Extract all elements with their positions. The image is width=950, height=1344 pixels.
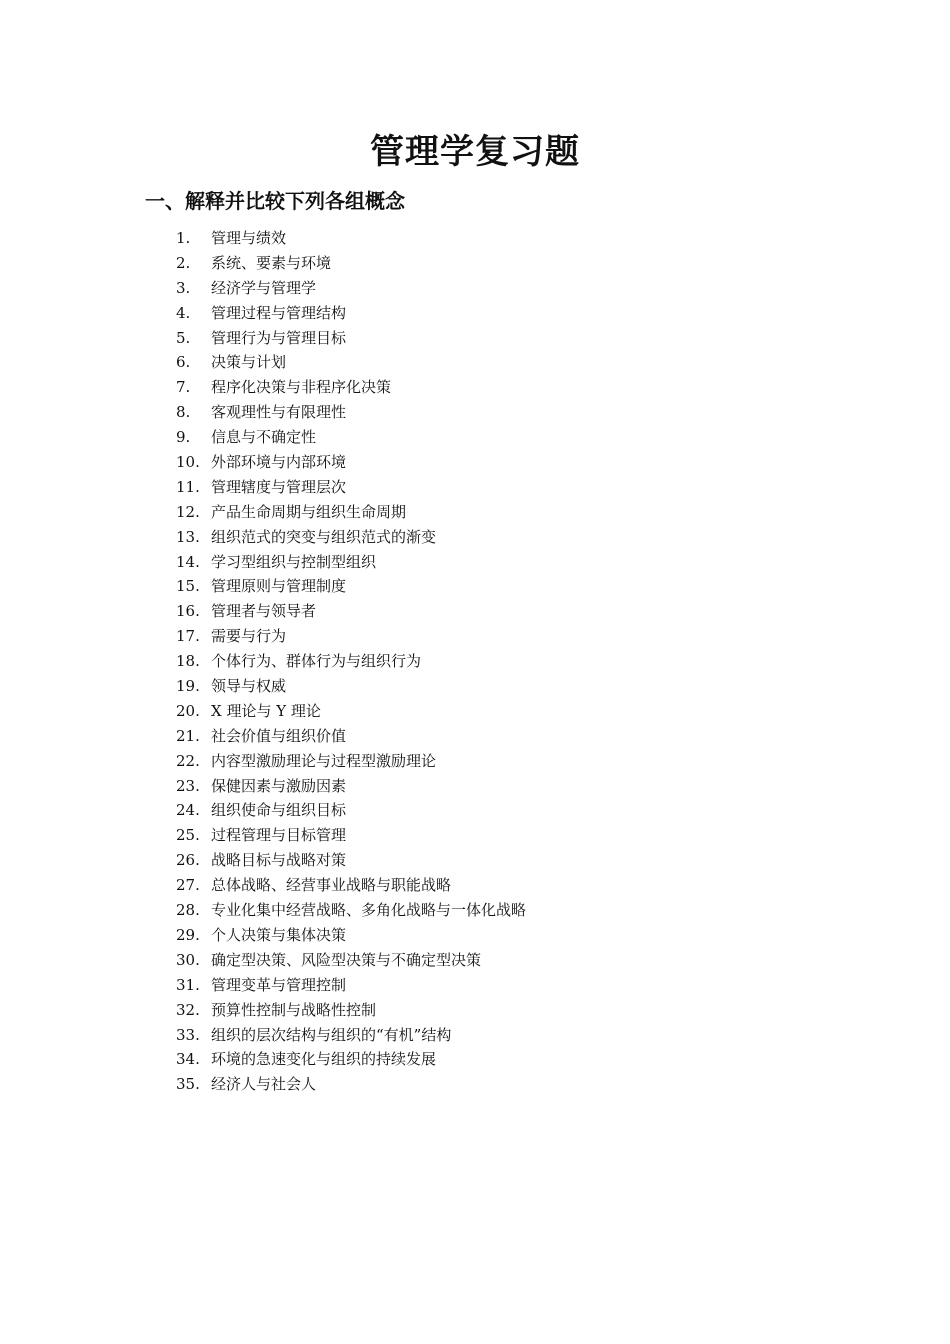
list-item xyxy=(176,500,526,525)
list-item-number: 6. xyxy=(176,353,191,372)
list-item-number: 23. xyxy=(176,776,200,795)
list-item-text: 产品生命周期与组织生命周期 xyxy=(211,502,407,521)
list-item xyxy=(176,624,526,649)
list-item-number: 25. xyxy=(176,826,200,845)
list-item xyxy=(176,749,526,774)
list-item-text: 管理辖度与管理层次 xyxy=(211,477,347,496)
list-item-number: 20. xyxy=(176,701,200,720)
list-item-number: 17. xyxy=(176,627,200,646)
list-item-text: 组织范式的突变与组织范式的渐变 xyxy=(211,527,437,546)
list-item-text: 决策与计划 xyxy=(211,353,287,372)
list-item xyxy=(176,674,526,699)
list-item-number: 10. xyxy=(176,453,200,472)
list-item xyxy=(176,848,526,873)
list-item xyxy=(176,998,526,1023)
list-item-text: 组织的层次结构与组织的“有机”结构 xyxy=(211,1025,452,1044)
list-item xyxy=(176,301,526,326)
list-item-number: 1. xyxy=(176,229,191,247)
list-item xyxy=(176,649,526,674)
list-item xyxy=(176,350,526,375)
list-item-text: 环境的急速变化与组织的持续发展 xyxy=(211,1050,437,1069)
list-item-number: 19. xyxy=(176,677,200,696)
list-item-text: 经济人与社会人 xyxy=(211,1075,317,1094)
list-item-text: 外部环境与内部环境 xyxy=(211,453,347,472)
list-item-number: 15. xyxy=(176,577,200,596)
list-item-number: 16. xyxy=(176,602,200,621)
list-item-number: 2. xyxy=(176,253,191,272)
list-item-text: 学习型组织与控制型组织 xyxy=(211,552,377,571)
list-item xyxy=(176,1072,526,1097)
list-item-text: 战略目标与战略对策 xyxy=(211,851,347,870)
list-item-number: 11. xyxy=(176,477,200,496)
list-item-number: 8. xyxy=(176,403,191,422)
list-item-text: 管理变革与管理控制 xyxy=(211,975,347,994)
list-item xyxy=(176,550,526,575)
list-item-number: 27. xyxy=(176,876,200,895)
list-item xyxy=(176,450,526,475)
list-item xyxy=(176,251,526,276)
list-item xyxy=(176,475,526,500)
document-title: 管理学复习题 xyxy=(370,132,580,172)
list-item-number: 28. xyxy=(176,901,200,920)
list-item-number: 18. xyxy=(176,652,200,671)
concept-list xyxy=(176,226,526,1097)
list-item-text: 管理原则与管理制度 xyxy=(211,577,347,596)
list-item xyxy=(176,525,526,550)
list-item-number: 5. xyxy=(176,328,191,347)
list-item-number: 24. xyxy=(176,801,200,820)
list-item xyxy=(176,400,526,425)
list-item-number: 29. xyxy=(176,925,200,944)
list-item-number: 22. xyxy=(176,751,200,770)
list-item xyxy=(176,226,526,251)
list-item-text: 管理与绩效 xyxy=(211,229,287,247)
list-item-text: 组织使命与组织目标 xyxy=(211,801,347,820)
list-item-text: 内容型激励理论与过程型激励理论 xyxy=(211,751,437,770)
list-item-number: 30. xyxy=(176,950,200,969)
list-item xyxy=(176,724,526,749)
list-item xyxy=(176,375,526,400)
list-item-text: 预算性控制与战略性控制 xyxy=(211,1000,377,1019)
list-item-text: 信息与不确定性 xyxy=(211,428,317,447)
list-item-text: X 理论与 Y 理论 xyxy=(211,701,321,720)
list-item xyxy=(176,898,526,923)
list-item-number: 32. xyxy=(176,1000,200,1019)
list-item xyxy=(176,326,526,351)
list-item xyxy=(176,873,526,898)
list-item xyxy=(176,574,526,599)
list-item-number: 14. xyxy=(176,552,200,571)
list-item-text: 个人决策与集体决策 xyxy=(211,925,347,944)
list-item-number: 35. xyxy=(176,1075,200,1094)
list-item-text: 程序化决策与非程序化决策 xyxy=(211,378,392,397)
section-heading: 一、解释并比较下列各组概念 xyxy=(145,189,405,213)
list-item-text: 专业化集中经营战略、多角化战略与一体化战略 xyxy=(211,901,527,920)
list-item-number: 12. xyxy=(176,502,200,521)
list-item-number: 21. xyxy=(176,726,200,745)
list-item xyxy=(176,425,526,450)
list-item-text: 总体战略、经营事业战略与职能战略 xyxy=(211,876,452,895)
list-item-text: 社会价值与组织价值 xyxy=(211,726,347,745)
list-item-number: 3. xyxy=(176,278,191,297)
list-item xyxy=(176,699,526,724)
list-item-number: 26. xyxy=(176,851,200,870)
list-item-number: 34. xyxy=(176,1050,200,1069)
list-item xyxy=(176,276,526,301)
list-item-text: 保健因素与激励因素 xyxy=(211,776,347,795)
list-item-number: 33. xyxy=(176,1025,200,1044)
list-item-text: 需要与行为 xyxy=(211,627,287,646)
list-item-text: 管理者与领导者 xyxy=(211,602,317,621)
list-item-number: 9. xyxy=(176,428,191,447)
list-item-text: 客观理性与有限理性 xyxy=(211,403,347,422)
list-item-text: 过程管理与目标管理 xyxy=(211,826,347,845)
list-item xyxy=(176,923,526,948)
list-item xyxy=(176,599,526,624)
list-item-text: 管理行为与管理目标 xyxy=(211,328,347,347)
list-item xyxy=(176,798,526,823)
list-item-text: 系统、要素与环境 xyxy=(211,253,332,272)
list-item xyxy=(176,774,526,799)
list-item-number: 4. xyxy=(176,303,191,322)
list-item-text: 个体行为、群体行为与组织行为 xyxy=(211,652,422,671)
list-item xyxy=(176,1047,526,1072)
list-item-text: 经济学与管理学 xyxy=(211,278,317,297)
list-item xyxy=(176,823,526,848)
list-item xyxy=(176,1023,526,1048)
list-item-text: 确定型决策、风险型决策与不确定型决策 xyxy=(211,950,482,969)
list-item-text: 管理过程与管理结构 xyxy=(211,303,347,322)
list-item-number: 7. xyxy=(176,378,191,397)
list-item-number: 13. xyxy=(176,527,200,546)
list-item-number: 31. xyxy=(176,975,200,994)
list-item xyxy=(176,973,526,998)
list-item xyxy=(176,948,526,973)
list-item-text: 领导与权威 xyxy=(211,677,287,696)
